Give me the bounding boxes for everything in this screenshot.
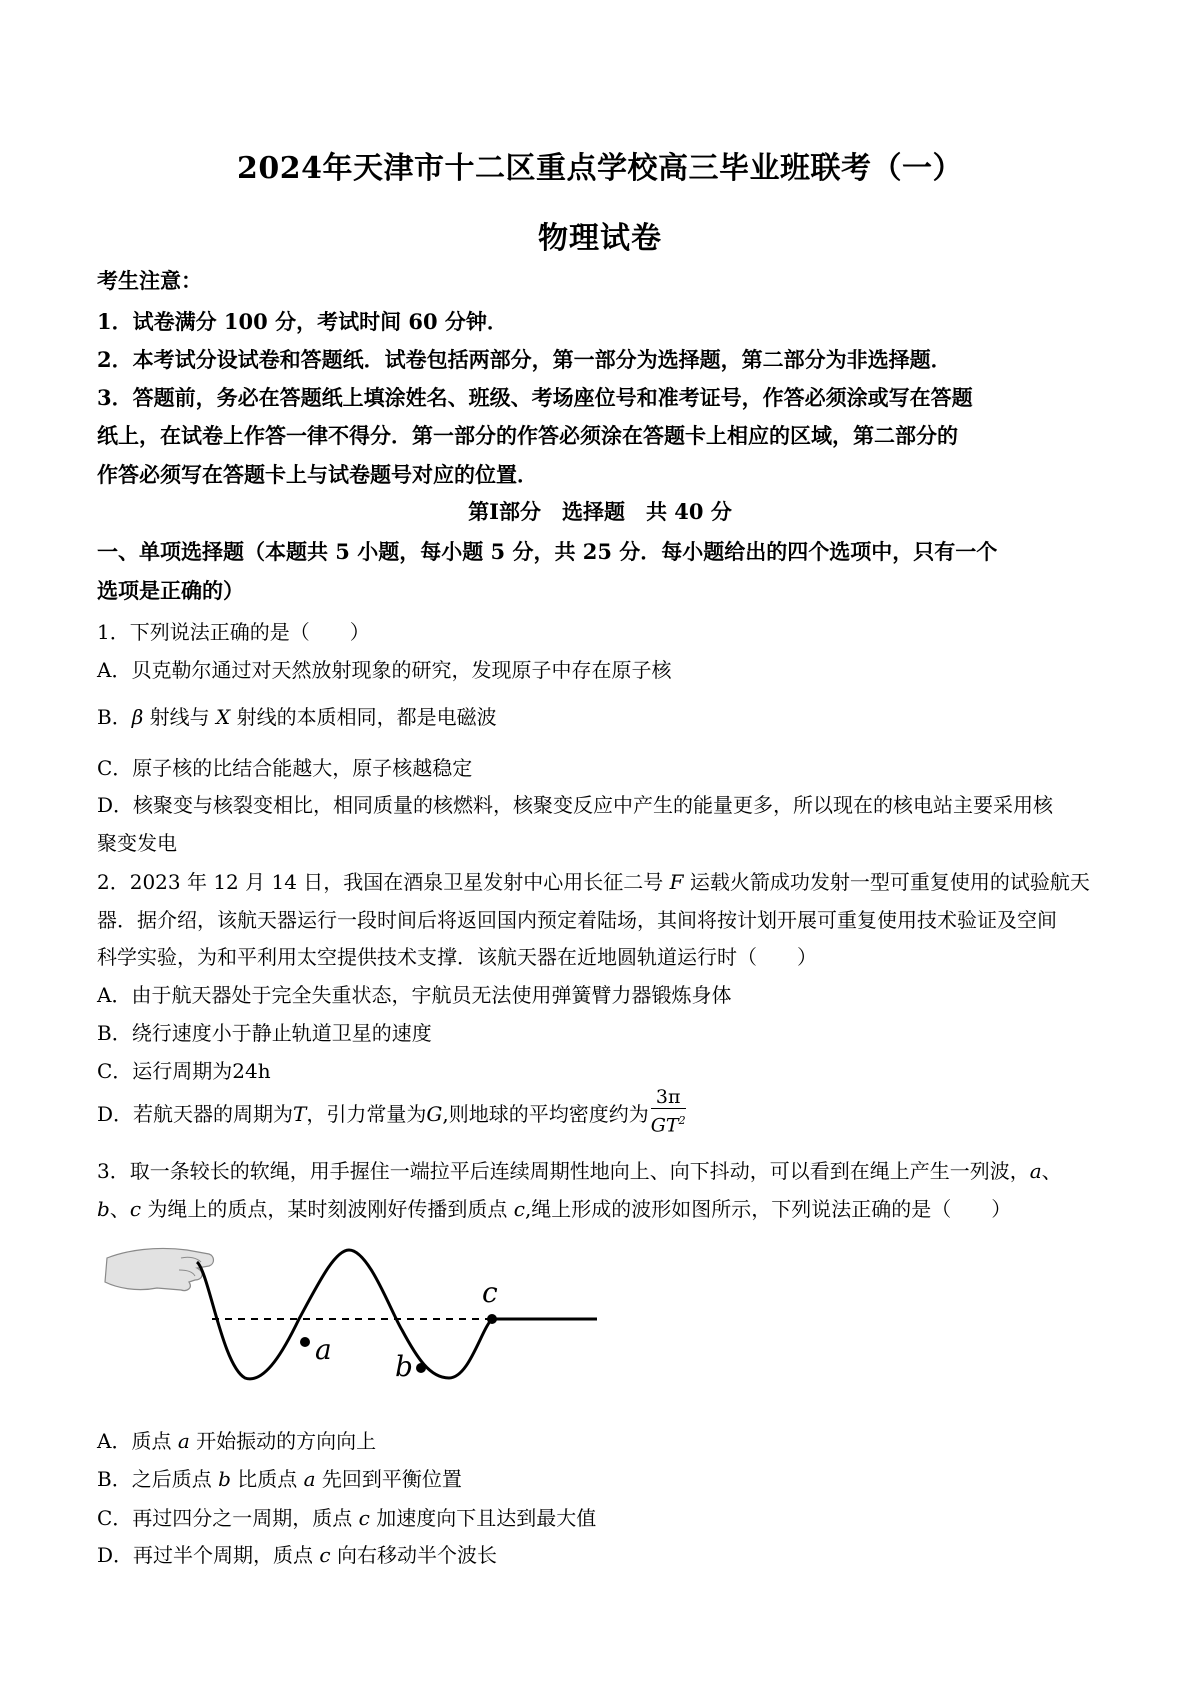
q3-c-part1: C．再过四分之一周期，质点: [97, 1506, 359, 1530]
q3-b-var1: b: [218, 1467, 231, 1491]
label-c: c: [482, 1276, 498, 1309]
particle-c: [487, 1314, 497, 1324]
q3-b-part2: 比质点: [230, 1467, 304, 1491]
section-instructions: 一、单项选择题（本题共 5 小题，每小题 5 分，共 25 分．每小题给出的四个选项中，只有一个: [97, 539, 998, 564]
q3-stem-part2: 为绳上的质点，某时刻波刚好传播到质点: [141, 1197, 514, 1221]
q3-stem-b: b: [97, 1197, 110, 1221]
q3-stem-a: a: [1029, 1159, 1042, 1183]
q3-d-var: c: [319, 1543, 331, 1567]
q3-stem-sep2: 、: [109, 1197, 130, 1221]
q2-d-part1: D．若航天器的周期为: [97, 1102, 294, 1127]
q2-d-g: G: [426, 1102, 443, 1127]
q2-stem-part2: 运载火箭成功发射一型可重复使用的试验航天: [683, 870, 1090, 894]
q3-option-b: [97, 1463, 462, 1492]
q3-b-part1: B．之后质点: [97, 1467, 219, 1491]
fraction-denominator: [651, 1109, 686, 1137]
q2-stem-cont1: 器．据介绍，该航天器运行一段时间后将返回国内预定着陆场，其间将按计划开展可重复使用技术验证及空间: [97, 908, 1057, 932]
particle-a: [300, 1337, 310, 1347]
part1-heading: 第Ⅰ部分 选择题 共 40 分: [468, 499, 732, 524]
q1-b-prefix: B．: [97, 705, 132, 729]
q3-a-var: a: [177, 1429, 190, 1453]
q1-option-b: [97, 701, 497, 730]
notice-heading: 考生注意：: [97, 268, 202, 293]
q2-stem-f: F: [669, 870, 684, 894]
q1-option-d-cont: 聚变发电: [97, 831, 177, 855]
fraction-denominator-base: GT: [650, 1114, 679, 1137]
q2-stem-part1: 2．2023 年 12 月 14 日，我国在酒泉卫星发射中心用长征二号: [97, 870, 670, 894]
q2-d-part2: ，引力常量为: [306, 1102, 427, 1127]
q2-option-c: C．运行周期为24h: [97, 1059, 271, 1083]
notice-item-1: 1．试卷满分 100 分，考试时间 60 分钟．: [97, 309, 508, 334]
q3-d-part1: D．再过半个周期，质点: [97, 1543, 320, 1567]
q3-a-part2: 开始振动的方向向上: [189, 1429, 377, 1453]
q3-a-part1: A．质点: [97, 1429, 178, 1453]
q1-b-x: X: [215, 705, 231, 729]
label-b: b: [395, 1350, 413, 1383]
exam-subtitle: 物理试卷: [538, 221, 662, 256]
exam-title: 2024年天津市十二区重点学校高三毕业班联考（一）: [237, 151, 963, 186]
fraction-numerator: 3π: [651, 1086, 686, 1109]
q3-option-d: [97, 1539, 497, 1568]
q1-option-d: D．核聚变与核裂变相比，相同质量的核燃料，核聚变反应中产生的能量更多，所以现在的核电站主要采用核: [97, 793, 1054, 817]
q3-c-var: c: [358, 1506, 370, 1530]
notice-item-3-cont1: 纸上，在试卷上作答一律不得分．第一部分的作答必须涂在答题卡上相应的区域，第二部分的: [97, 423, 958, 448]
q1-b-beta: β: [131, 705, 144, 729]
q3-stem-part3: ,绳上形成的波形如图所示，下列说法正确的是（ ）: [524, 1197, 1012, 1221]
q2-d-t: T: [293, 1102, 307, 1127]
q1-b-suffix: 射线的本质相同，都是电磁波: [230, 705, 497, 729]
q1-stem: 1．下列说法正确的是（ ）: [97, 620, 370, 644]
density-fraction: [651, 1086, 686, 1137]
label-a: a: [315, 1333, 332, 1366]
hand-illustration: [105, 1248, 214, 1290]
q2-stem-cont2: 科学实验，为和平利用太空提供技术支撑．该航天器在近地圆轨道运行时（ ）: [97, 945, 817, 969]
notice-item-3: 3．答题前，务必在答题纸上填涂姓名、班级、考场座位号和准考证号，作答必须涂或写在答题: [97, 385, 973, 410]
q3-b-part3: 先回到平衡位置: [315, 1467, 462, 1491]
q3-option-c: [97, 1502, 596, 1531]
particle-b: [416, 1363, 426, 1373]
q2-d-part3: ,则地球的平均密度约为: [442, 1102, 649, 1127]
notice-item-2: 2．本考试分设试卷和答题纸．试卷包括两部分，第一部分为选择题，第二部分为非选择题．: [97, 347, 952, 372]
q3-stem-part1: 3．取一条较长的软绳，用手握住一端拉平后连续周期性地向上、向下抖动，可以看到在绳上产生一列波，: [97, 1159, 1030, 1183]
q2-stem: [97, 866, 1090, 895]
q1-option-a: A．贝克勒尔通过对天然放射现象的研究，发现原子中存在原子核: [97, 658, 672, 682]
q3-b-var2: a: [303, 1467, 316, 1491]
q3-option-a: [97, 1425, 376, 1454]
q3-d-part2: 向右移动半个波长: [330, 1543, 497, 1567]
q3-stem-cont: [97, 1193, 1011, 1222]
q3-stem: [97, 1155, 1062, 1184]
fraction-exponent: 2: [678, 1114, 686, 1127]
q2-option-b: B．绕行速度小于静止轨道卫星的速度: [97, 1021, 432, 1045]
q2-option-a: A．由于航天器处于完全失重状态，宇航员无法使用弹簧臂力器锻炼身体: [97, 983, 732, 1007]
q3-c-part2: 加速度向下且达到最大值: [369, 1506, 597, 1530]
notice-item-3-cont2: 作答必须写在答题卡上与试卷题号对应的位置．: [97, 462, 538, 487]
q3-stem-c2: c: [513, 1197, 525, 1221]
q3-stem-c: c: [129, 1197, 142, 1221]
q3-stem-sep: 、: [1041, 1159, 1062, 1183]
q1-option-c: C．原子核的比结合能越大，原子核越稳定: [97, 756, 473, 780]
wave-figure: [97, 1230, 677, 1410]
q2-option-d: [97, 1086, 686, 1141]
section-instructions-cont: 选项是正确的）: [97, 578, 244, 603]
q1-b-mid: 射线与: [143, 705, 216, 729]
